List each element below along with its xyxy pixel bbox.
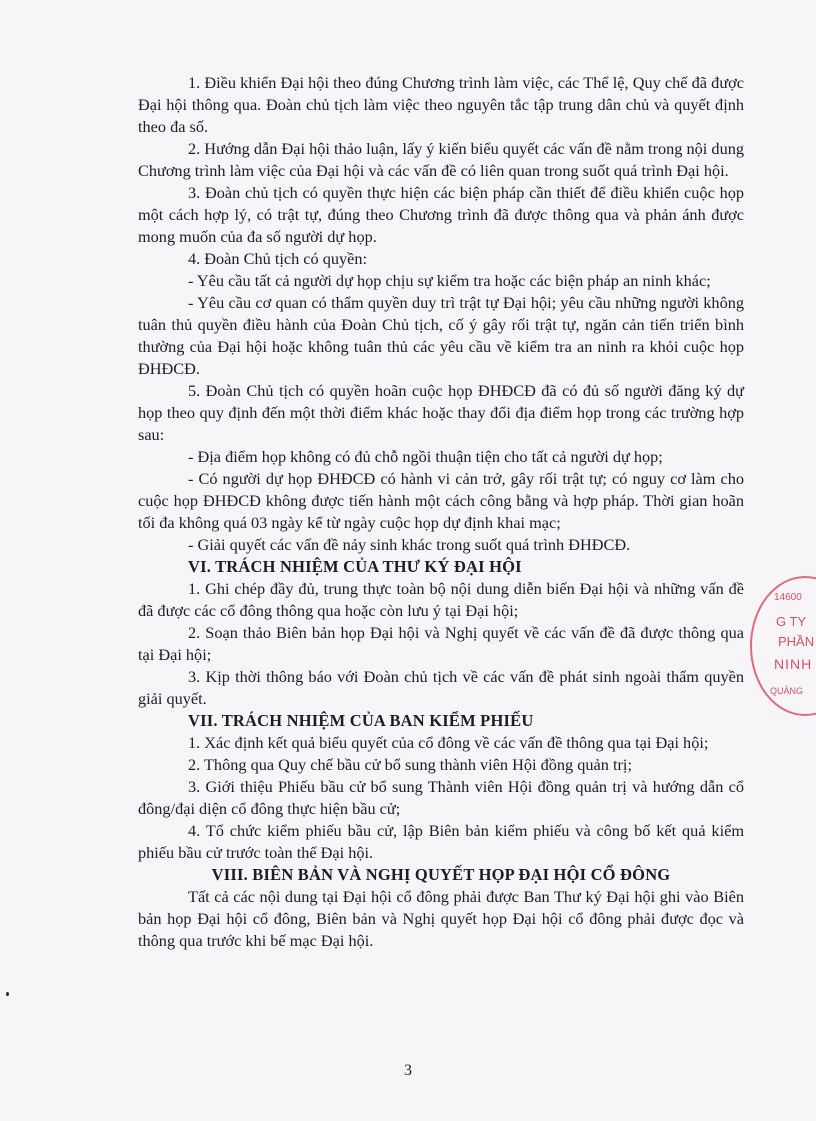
paragraph-3: 3. Đoàn chủ tịch có quyền thực hiện các biện pháp cần thiết để điều khiển cuộc họp một cách hợp lý, có trật tự, đúng theo Chương trình đã được thông qua và phản ánh được mong muốn của đa số người dự họp. — [138, 183, 744, 246]
section-7-heading: VII. TRÁCH NHIỆM CỦA BAN KIỂM PHIẾU — [188, 711, 534, 730]
page-number: 3 — [404, 1062, 412, 1079]
company-seal-text — [760, 590, 816, 706]
section-6-item-2: 2. Soạn thảo Biên bản họp Đại hội và Nghị quyết về các vấn đề đã được thông qua tại Đại hội; — [138, 623, 744, 664]
seal-line-2: PHẦN — [778, 634, 815, 649]
section-6-item-3: 3. Kịp thời thông báo với Đoàn chủ tịch về các vấn đề phát sinh ngoài thẩm quyền giải quyết. — [138, 667, 744, 708]
section-6-heading: VI. TRÁCH NHIỆM CỦA THƯ KÝ ĐẠI HỘI — [188, 557, 522, 576]
seal-line-1: G TY — [776, 614, 807, 629]
section-7-item-1: 1. Xác định kết quả biểu quyết của cổ đông về các vấn đề thông qua tại Đại hội; — [188, 733, 709, 752]
section-8-item-1: Tất cả các nội dung tại Đại hội cổ đông phải được Ban Thư ký Đại hội ghi vào Biên bản họp Đại hội cổ đông, Biên bản và Nghị quyết họp Đại hội cổ đông phải được đọc và thông qua trước khi bế mạc Đại hội. — [138, 887, 744, 950]
section-7-item-4: 4. Tổ chức kiểm phiếu bầu cử, lập Biên bản kiểm phiếu và công bố kết quả kiểm phiếu bầu cử trước toàn thể Đại hội. — [138, 821, 744, 862]
seal-number: 14600 — [774, 592, 802, 603]
paragraph-1: 1. Điều khiển Đại hội theo đúng Chương trình làm việc, các Thể lệ, Quy chế đã được Đại hội thông qua. Đoàn chủ tịch làm việc theo nguyên tắc tập trung dân chủ và quyết định theo đa số. — [138, 73, 744, 136]
paragraph-7: 5. Đoàn Chủ tịch có quyền hoãn cuộc họp ĐHĐCĐ đã có đủ số người đăng ký dự họp theo quy định đến một thời điểm khác hoặc thay đổi địa điểm họp trong các trường hợp sau: — [138, 381, 744, 444]
paragraph-5: - Yêu cầu tất cả người dự họp chịu sự kiểm tra hoặc các biện pháp an ninh khác; — [188, 271, 711, 290]
paragraph-8: - Địa điểm họp không có đủ chỗ ngồi thuận tiện cho tất cả người dự họp; — [188, 447, 663, 466]
paragraph-6: - Yêu cầu cơ quan có thẩm quyền duy trì trật tự Đại hội; yêu cầu những người không tuân thủ quyền điều hành của Đoàn Chủ tịch, cố ý gây rối trật tự, ngăn cản tiến triển bình thường của Đại hội hoặc không tuân thủ các yêu cầu về kiểm tra an ninh ra khỏi cuộc họp ĐHĐCĐ. — [138, 293, 744, 378]
seal-line-4: QUẢNG — [770, 686, 804, 696]
seal-line-3: NINH — [774, 656, 813, 672]
paragraph-9: - Có người dự họp ĐHĐCĐ có hành vi cản trở, gây rối trật tự; có nguy cơ làm cho cuộc họp ĐHĐCĐ không được tiến hành một cách công bằng và hợp pháp. Thời gian hoãn tối đa không quá 03 ngày kể từ ngày cuộc họp dự định khai mạc; — [138, 469, 744, 532]
scan-speck — [6, 992, 9, 996]
paragraph-10: - Giải quyết các vấn đề nảy sinh khác trong suốt quá trình ĐHĐCĐ. — [188, 535, 631, 554]
section-6-item-1: 1. Ghi chép đầy đủ, trung thực toàn bộ nội dung diễn biến Đại hội và những vấn đề đã được các cổ đông thông qua hoặc còn lưu ý tại Đại hội; — [138, 579, 744, 620]
paragraph-2: 2. Hướng dẫn Đại hội thảo luận, lấy ý kiến biểu quyết các vấn đề nằm trong nội dung Chương trình làm việc của Đại hội và các vấn đề có liên quan trong suốt quá trình Đại hội. — [138, 139, 744, 180]
paragraph-4: 4. Đoàn Chủ tịch có quyền: — [188, 249, 368, 268]
section-8-heading: VIII. BIÊN BẢN VÀ NGHỊ QUYẾT HỌP ĐẠI HỘI CỔ ĐÔNG — [211, 865, 671, 884]
document-body — [138, 72, 744, 952]
section-7-item-2: 2. Thông qua Quy chế bầu cử bổ sung thành viên Hội đồng quản trị; — [188, 755, 632, 774]
section-7-item-3: 3. Giới thiệu Phiếu bầu cử bổ sung Thành viên Hội đồng quản trị và hướng dẫn cổ đông/đại diện cổ đông thực hiện bầu cử; — [138, 777, 744, 818]
